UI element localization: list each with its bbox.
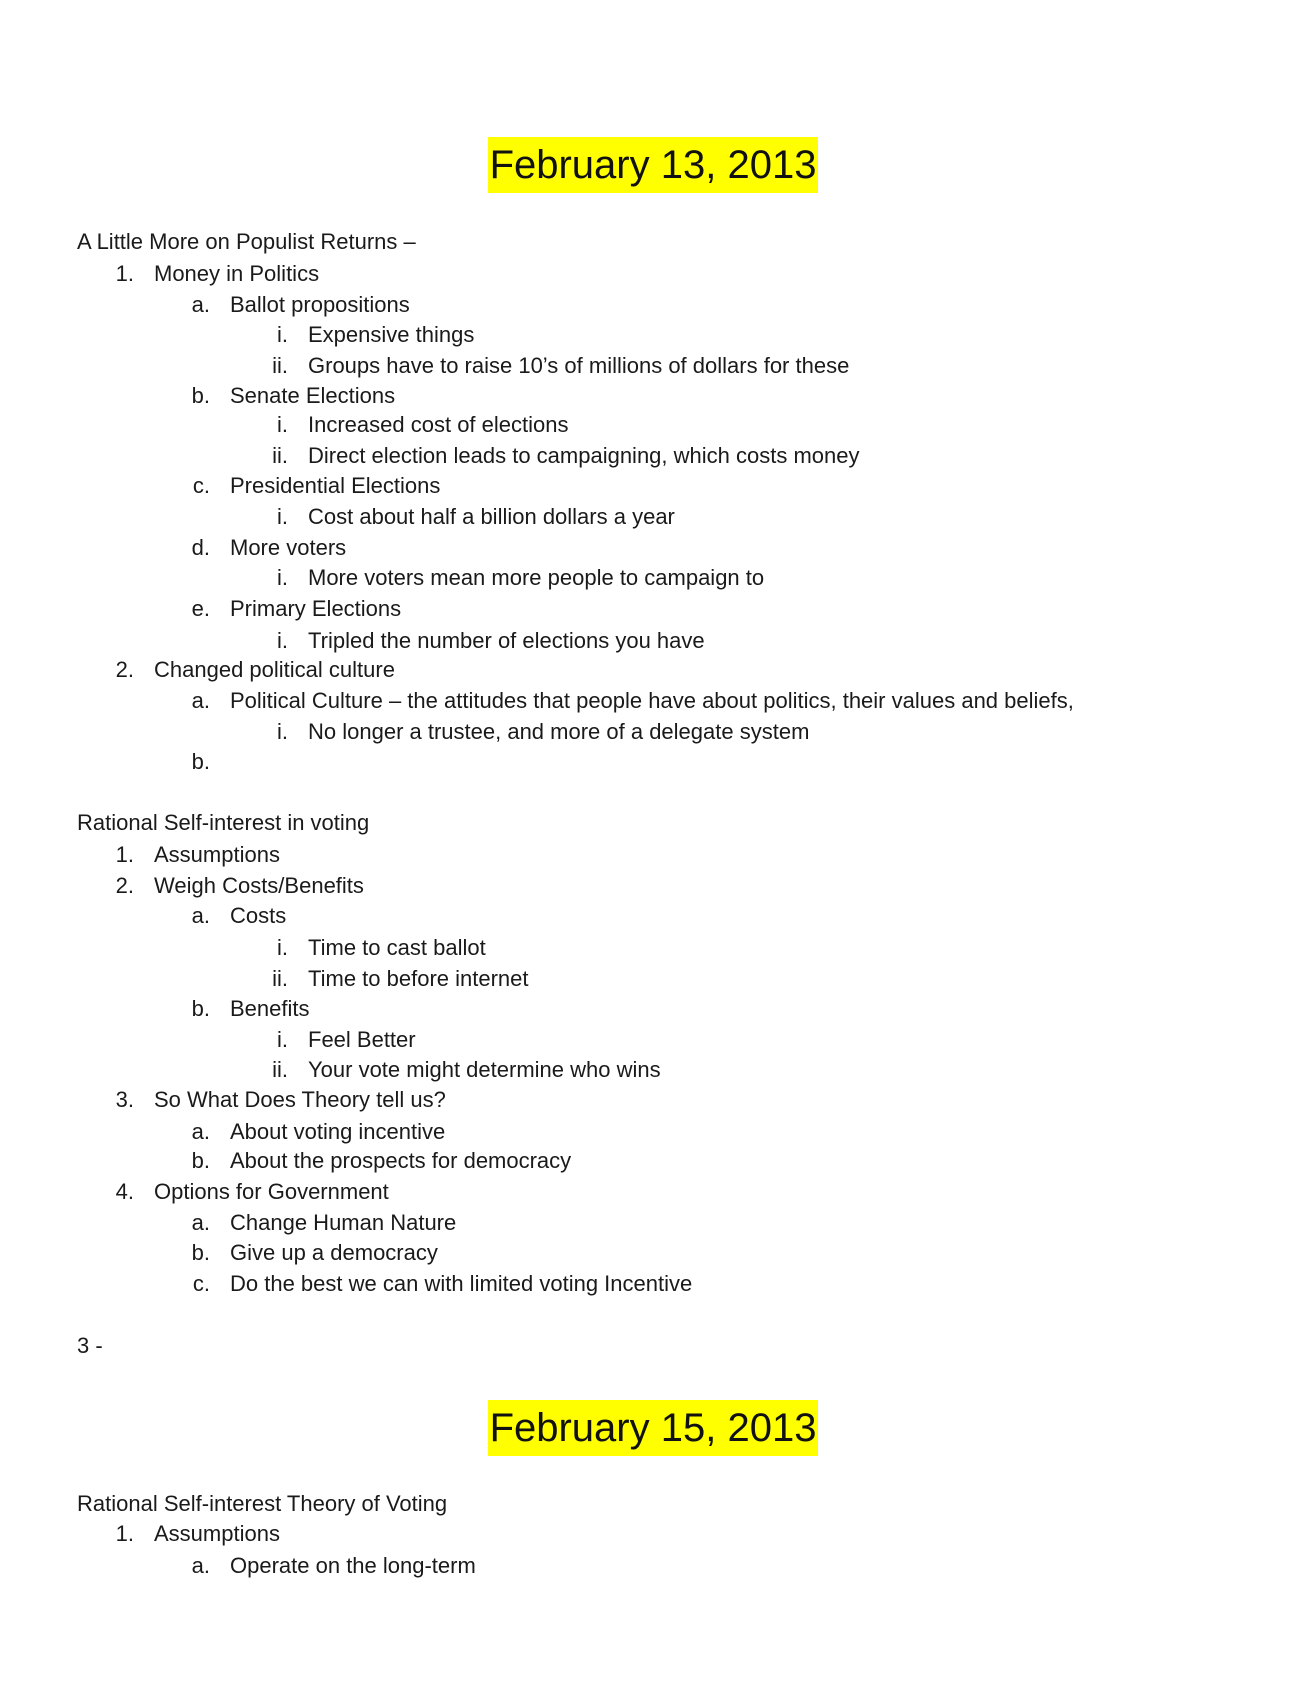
date-heading-row <box>0 137 1306 193</box>
list-marker: e. <box>191 596 210 621</box>
list-item: Groups have to raise 10’s of millions of dollars for these <box>308 353 850 378</box>
list-marker: 3. <box>115 1087 134 1112</box>
list-marker: a. <box>191 903 210 928</box>
stray-text: 3 - <box>77 1333 103 1358</box>
list-item: No longer a trustee, and more of a delegate system <box>308 719 810 744</box>
list-item: Assumptions <box>154 1521 280 1546</box>
list-marker: ii. <box>272 443 288 468</box>
list-marker: a. <box>191 1553 210 1578</box>
list-item: Presidential Elections <box>230 473 441 498</box>
list-marker: i. <box>277 628 288 653</box>
date-heading: February 15, 2013 <box>488 1400 819 1456</box>
list-item: Increased cost of elections <box>308 412 569 437</box>
list-item: Assumptions <box>154 842 280 867</box>
list-item: Change Human Nature <box>230 1210 457 1235</box>
list-item: Costs <box>230 903 287 928</box>
list-marker: b. <box>191 1148 210 1173</box>
list-item: Senate Elections <box>230 383 396 408</box>
list-marker: c. <box>192 473 210 498</box>
list-marker: i. <box>277 719 288 744</box>
list-item: Expensive things <box>308 322 475 347</box>
list-marker: b. <box>191 383 210 408</box>
list-item: Direct election leads to campaigning, which costs money <box>308 443 860 468</box>
topic-title: Rational Self-interest Theory of Voting <box>77 1491 448 1516</box>
list-marker: 1. <box>115 842 134 867</box>
list-marker: i. <box>277 322 288 347</box>
list-marker: a. <box>191 292 210 317</box>
list-marker: c. <box>192 1271 210 1296</box>
list-item: Do the best we can with limited voting Incentive <box>230 1271 693 1296</box>
list-item: Changed political culture <box>154 657 395 682</box>
list-item: Cost about half a billion dollars a year <box>308 504 675 529</box>
list-item: Time to cast ballot <box>308 935 486 960</box>
list-marker: 1. <box>115 1521 134 1546</box>
date-heading-row <box>0 1400 1306 1456</box>
list-marker: i. <box>277 412 288 437</box>
list-item: More voters <box>230 535 347 560</box>
list-marker: ii. <box>272 353 288 378</box>
list-item: Primary Elections <box>230 596 402 621</box>
list-marker: 1. <box>115 261 134 286</box>
list-item: Ballot propositions <box>230 292 410 317</box>
list-marker: 4. <box>115 1179 134 1204</box>
list-item: Give up a democracy <box>230 1240 438 1265</box>
list-item: About voting incentive <box>230 1119 446 1144</box>
list-item: Tripled the number of elections you have <box>308 628 705 653</box>
list-item: Options for Government <box>154 1179 389 1204</box>
list-marker: 2. <box>115 873 134 898</box>
list-item: Operate on the long-term <box>230 1553 476 1578</box>
list-marker: ii. <box>272 966 288 991</box>
list-item: Your vote might determine who wins <box>308 1057 661 1082</box>
list-marker: i. <box>277 565 288 590</box>
list-marker: b. <box>191 749 210 774</box>
list-item: Money in Politics <box>154 261 320 286</box>
list-item: Weigh Costs/Benefits <box>154 873 364 898</box>
list-marker: i. <box>277 504 288 529</box>
list-item: Feel Better <box>308 1027 416 1052</box>
list-marker: 2. <box>115 657 134 682</box>
list-item: Time to before internet <box>308 966 529 991</box>
list-item: Political Culture – the attitudes that people have about politics, their values and beliefs, <box>230 688 1074 713</box>
date-heading: February 13, 2013 <box>488 137 819 193</box>
list-marker: i. <box>277 935 288 960</box>
list-item: More voters mean more people to campaign to <box>308 565 765 590</box>
list-marker: i. <box>277 1027 288 1052</box>
topic-title: A Little More on Populist Returns – <box>77 229 416 254</box>
list-marker: a. <box>191 688 210 713</box>
list-marker: b. <box>191 996 210 1021</box>
list-marker: d. <box>191 535 210 560</box>
list-item: So What Does Theory tell us? <box>154 1087 446 1112</box>
list-marker: a. <box>191 1210 210 1235</box>
list-item: Benefits <box>230 996 310 1021</box>
topic-title: Rational Self-interest in voting <box>77 810 370 835</box>
list-item: About the prospects for democracy <box>230 1148 572 1173</box>
list-marker: b. <box>191 1240 210 1265</box>
list-marker: ii. <box>272 1057 288 1082</box>
list-marker: a. <box>191 1119 210 1144</box>
